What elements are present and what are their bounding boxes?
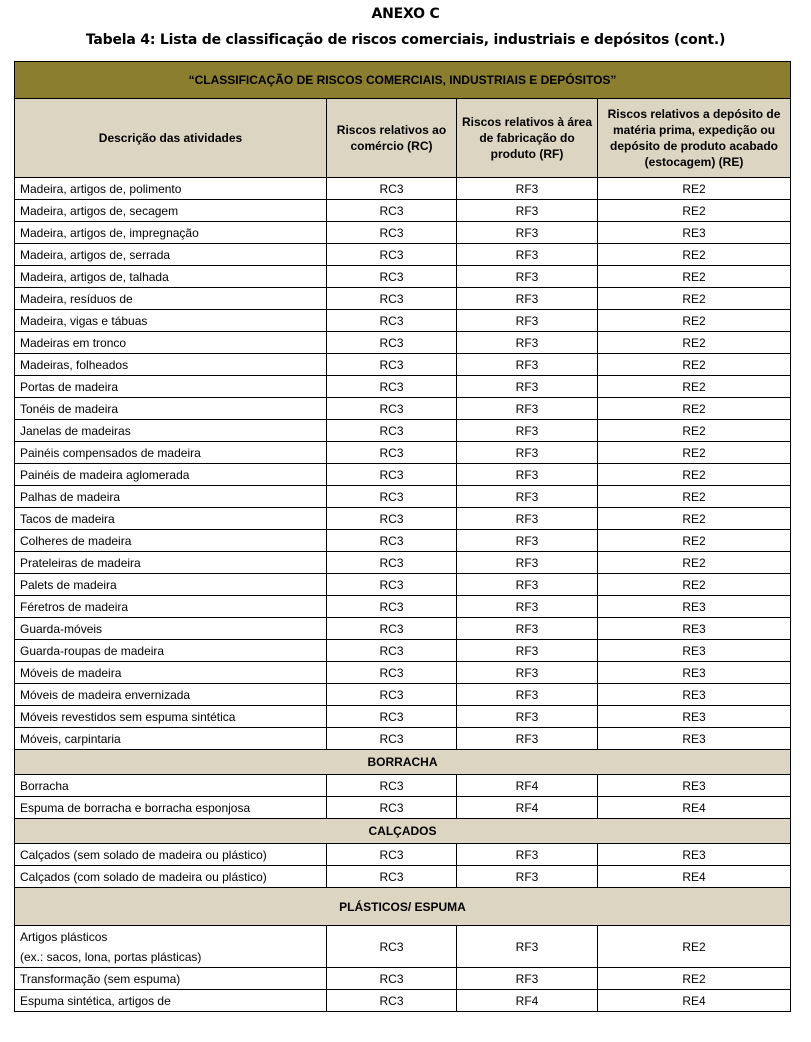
cell-rf: RF3	[457, 574, 598, 596]
cell-re: RE2	[598, 266, 791, 288]
cell-rc: RC3	[327, 244, 457, 266]
table-row	[15, 662, 791, 684]
cell-rf: RF4	[457, 797, 598, 819]
cell-re: RE2	[598, 178, 791, 200]
cell-re: RE3	[598, 640, 791, 662]
cell-rc: RC3	[327, 508, 457, 530]
cell-description: Calçados (com solado de madeira ou plástico)	[15, 866, 327, 888]
section-title: BORRACHA	[15, 750, 791, 775]
table-row	[15, 332, 791, 354]
cell-description: Colheres de madeira	[15, 530, 327, 552]
cell-rf: RF3	[457, 662, 598, 684]
table-row	[15, 310, 791, 332]
section-row	[15, 888, 791, 926]
table-row	[15, 618, 791, 640]
cell-description: Palets de madeira	[15, 574, 327, 596]
cell-rc: RC3	[327, 420, 457, 442]
table-row	[15, 354, 791, 376]
section-row	[15, 819, 791, 844]
column-header-rf: Riscos relativos à área de fabricação do produto (RF)	[457, 99, 598, 178]
cell-rf: RF3	[457, 200, 598, 222]
cell-description: Guarda-móveis	[15, 618, 327, 640]
cell-re: RE2	[598, 926, 791, 968]
cell-rf: RF3	[457, 508, 598, 530]
cell-description: Painéis de madeira aglomerada	[15, 464, 327, 486]
cell-rc: RC3	[327, 288, 457, 310]
cell-rf: RF3	[457, 244, 598, 266]
table-row	[15, 442, 791, 464]
cell-description: Madeira, artigos de, talhada	[15, 266, 327, 288]
cell-re: RE4	[598, 797, 791, 819]
cell-re: RE2	[598, 310, 791, 332]
cell-re: RE4	[598, 866, 791, 888]
table-row	[15, 926, 791, 968]
table-title: Tabela 4: Lista de classificação de riscos comerciais, industriais e depósitos (cont.)	[85, 32, 726, 48]
cell-rf: RF3	[457, 288, 598, 310]
table-row	[15, 552, 791, 574]
cell-re: RE3	[598, 596, 791, 618]
cell-rf: RF3	[457, 640, 598, 662]
cell-description: Espuma sintética, artigos de	[15, 990, 327, 1012]
cell-description: Móveis de madeira	[15, 662, 327, 684]
cell-re: RE2	[598, 464, 791, 486]
cell-rf: RF4	[457, 990, 598, 1012]
cell-description: Palhas de madeira	[15, 486, 327, 508]
cell-description: Móveis, carpintaria	[15, 728, 327, 750]
table-row	[15, 288, 791, 310]
cell-rc: RC3	[327, 706, 457, 728]
cell-rf: RF3	[457, 684, 598, 706]
cell-description: Tacos de madeira	[15, 508, 327, 530]
cell-rc: RC3	[327, 376, 457, 398]
cell-description: Transformação (sem espuma)	[15, 968, 327, 990]
cell-rf: RF3	[457, 728, 598, 750]
cell-description: Madeira, artigos de, impregnação	[15, 222, 327, 244]
cell-description: Madeiras em tronco	[15, 332, 327, 354]
cell-re: RE2	[598, 420, 791, 442]
cell-rc: RC3	[327, 618, 457, 640]
cell-rf: RF3	[457, 332, 598, 354]
table-row	[15, 244, 791, 266]
table-band-title: “CLASSIFICAÇÃO DE RISCOS COMERCIAIS, INDUSTRIAIS E DEPÓSITOS”	[15, 62, 791, 99]
table-row	[15, 990, 791, 1012]
cell-rf: RF3	[457, 968, 598, 990]
cell-re: RE2	[598, 530, 791, 552]
cell-re: RE3	[598, 662, 791, 684]
table-row	[15, 508, 791, 530]
cell-re: RE3	[598, 222, 791, 244]
table-row	[15, 398, 791, 420]
cell-description	[15, 926, 327, 968]
table-row	[15, 464, 791, 486]
cell-rc: RC3	[327, 797, 457, 819]
cell-re: RE3	[598, 706, 791, 728]
table-body	[15, 178, 791, 1012]
cell-description: Prateleiras de madeira	[15, 552, 327, 574]
cell-rc: RC3	[327, 486, 457, 508]
cell-rc: RC3	[327, 866, 457, 888]
cell-re: RE2	[598, 574, 791, 596]
cell-description: Madeira, artigos de, secagem	[15, 200, 327, 222]
cell-rc: RC3	[327, 684, 457, 706]
cell-rc: RC3	[327, 640, 457, 662]
cell-description: Madeira, vigas e tábuas	[15, 310, 327, 332]
cell-rc: RC3	[327, 775, 457, 797]
table-row	[15, 596, 791, 618]
table-row	[15, 376, 791, 398]
classification-table	[14, 61, 791, 1012]
cell-line: Artigos plásticos	[20, 929, 108, 944]
cell-rc: RC3	[327, 310, 457, 332]
cell-re: RE2	[598, 376, 791, 398]
cell-description: Janelas de madeiras	[15, 420, 327, 442]
table-row	[15, 706, 791, 728]
cell-rf: RF3	[457, 398, 598, 420]
cell-rf: RF3	[457, 420, 598, 442]
cell-rc: RC3	[327, 332, 457, 354]
cell-rf: RF3	[457, 844, 598, 866]
section-title: CALÇADOS	[15, 819, 791, 844]
cell-rc: RC3	[327, 530, 457, 552]
column-header-re: Riscos relativos a depósito de matéria prima, expedição ou depósito de produto acabado (estocagem) (RE)	[598, 99, 791, 178]
table-row	[15, 775, 791, 797]
table-row	[15, 844, 791, 866]
cell-description: Madeira, artigos de, polimento	[15, 178, 327, 200]
cell-re: RE2	[598, 508, 791, 530]
table-row	[15, 684, 791, 706]
cell-rc: RC3	[327, 442, 457, 464]
cell-rc: RC3	[327, 728, 457, 750]
cell-re: RE3	[598, 775, 791, 797]
cell-re: RE2	[598, 200, 791, 222]
cell-description: Tonéis de madeira	[15, 398, 327, 420]
cell-rf: RF3	[457, 926, 598, 968]
cell-rf: RF3	[457, 310, 598, 332]
table-row	[15, 968, 791, 990]
section-title: PLÁSTICOS/ ESPUMA	[15, 888, 791, 926]
cell-rc: RC3	[327, 662, 457, 684]
cell-rc: RC3	[327, 178, 457, 200]
cell-rf: RF3	[457, 464, 598, 486]
cell-description: Féretros de madeira	[15, 596, 327, 618]
cell-rc: RC3	[327, 596, 457, 618]
cell-rc: RC3	[327, 398, 457, 420]
cell-re: RE4	[598, 990, 791, 1012]
cell-description: Madeira, artigos de, serrada	[15, 244, 327, 266]
cell-re: RE2	[598, 332, 791, 354]
table-row	[15, 728, 791, 750]
table-row	[15, 486, 791, 508]
cell-rc: RC3	[327, 354, 457, 376]
table-row	[15, 266, 791, 288]
section-row	[15, 750, 791, 775]
cell-description: Espuma de borracha e borracha esponjosa	[15, 797, 327, 819]
cell-rc: RC3	[327, 990, 457, 1012]
cell-description: Móveis revestidos sem espuma sintética	[15, 706, 327, 728]
cell-rf: RF3	[457, 442, 598, 464]
cell-rf: RF3	[457, 376, 598, 398]
cell-description: Portas de madeira	[15, 376, 327, 398]
cell-re: RE3	[598, 844, 791, 866]
cell-rf: RF3	[457, 530, 598, 552]
table-row	[15, 866, 791, 888]
cell-description: Madeira, resíduos de	[15, 288, 327, 310]
cell-description: Guarda-roupas de madeira	[15, 640, 327, 662]
table-row	[15, 797, 791, 819]
cell-re: RE2	[598, 552, 791, 574]
cell-description: Móveis de madeira envernizada	[15, 684, 327, 706]
cell-line: (ex.: sacos, lona, portas plásticas)	[20, 949, 202, 964]
cell-rf: RF3	[457, 866, 598, 888]
cell-rc: RC3	[327, 926, 457, 968]
table-row	[15, 222, 791, 244]
cell-description: Painéis compensados de madeira	[15, 442, 327, 464]
cell-rc: RC3	[327, 200, 457, 222]
table-row	[15, 530, 791, 552]
cell-re: RE2	[598, 442, 791, 464]
cell-re: RE2	[598, 968, 791, 990]
column-header-rc: Riscos relativos ao comércio (RC)	[327, 99, 457, 178]
table-row	[15, 640, 791, 662]
cell-rf: RF3	[457, 618, 598, 640]
table-row	[15, 574, 791, 596]
cell-re: RE2	[598, 354, 791, 376]
cell-re: RE2	[598, 244, 791, 266]
cell-rc: RC3	[327, 552, 457, 574]
cell-re: RE2	[598, 398, 791, 420]
cell-rf: RF4	[457, 775, 598, 797]
annex-title: ANEXO C	[371, 6, 440, 22]
cell-re: RE3	[598, 618, 791, 640]
cell-rf: RF3	[457, 178, 598, 200]
cell-rf: RF3	[457, 706, 598, 728]
table-row	[15, 178, 791, 200]
cell-rc: RC3	[327, 464, 457, 486]
cell-rf: RF3	[457, 596, 598, 618]
cell-description: Calçados (sem solado de madeira ou plástico)	[15, 844, 327, 866]
cell-re: RE2	[598, 288, 791, 310]
cell-re: RE3	[598, 728, 791, 750]
table-row	[15, 420, 791, 442]
cell-rf: RF3	[457, 222, 598, 244]
cell-description: Madeiras, folheados	[15, 354, 327, 376]
cell-rc: RC3	[327, 574, 457, 596]
cell-rc: RC3	[327, 266, 457, 288]
cell-description: Borracha	[15, 775, 327, 797]
cell-rf: RF3	[457, 354, 598, 376]
table-row	[15, 200, 791, 222]
cell-rc: RC3	[327, 222, 457, 244]
cell-rc: RC3	[327, 968, 457, 990]
cell-rf: RF3	[457, 486, 598, 508]
cell-re: RE2	[598, 486, 791, 508]
cell-re: RE3	[598, 684, 791, 706]
cell-rc: RC3	[327, 844, 457, 866]
cell-rf: RF3	[457, 266, 598, 288]
cell-rf: RF3	[457, 552, 598, 574]
column-header-description: Descrição das atividades	[15, 99, 327, 178]
